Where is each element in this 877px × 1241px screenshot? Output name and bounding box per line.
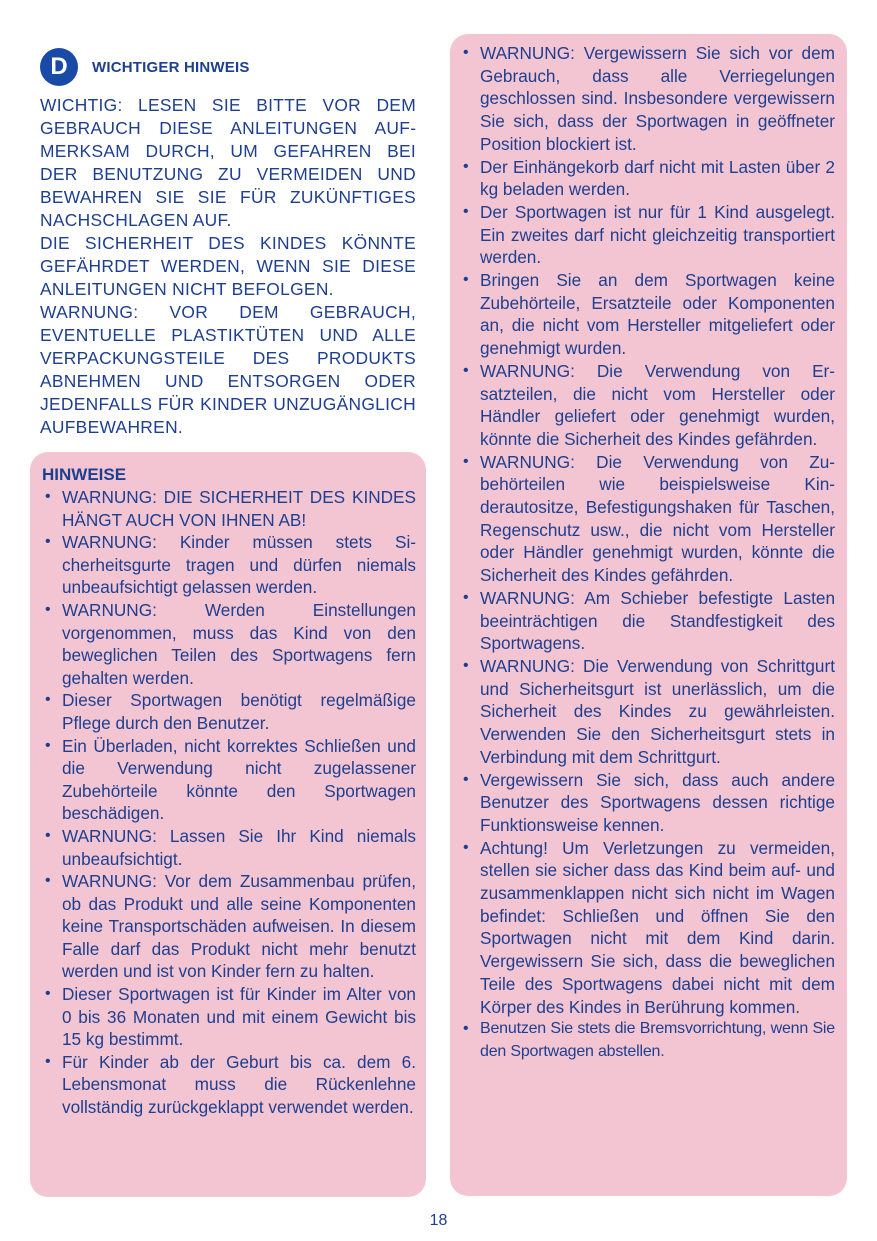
list-item: • WARNUNG: Werden Einstellungen vorgenommen, muss das Kind von den beweglichen Teilen des Sportwagens fern gehalten werden. xyxy=(42,599,416,689)
list-item: • Benutzen Sie stets die Bremsvorrichtung, wenn Sie den Sportwagen abstellen. xyxy=(460,1018,835,1063)
language-badge: D xyxy=(40,48,78,86)
list-item: • Für Kinder ab der Geburt bis ca. dem 6. Lebensmonat muss die Rückenlehne vollständig zurückgeklappt verwendet werden. xyxy=(42,1051,416,1119)
list-item: • WARNUNG: Die Verwendung von Schrittgurt und Sicherheitsgurt ist unerlässlich, um die Sicherheit des Kindes zu gewährleisten. Verwenden Sie den Sicherheitsgurt stets in Verbindung mit dem Schrittgurt. xyxy=(460,655,835,769)
list-item: • WARNUNG: Vergewissern Sie sich vor dem Gebrauch, dass alle Verriegelungen geschlossen sind. Insbesondere vergewissern Sie sich, dass der Sportwagen in geöffneter Position blockiert ist. xyxy=(460,42,835,156)
list-item: • WARNUNG: Kinder müssen stets Sicherheitsgurte tragen und dürfen niemals unbeaufsichtigt gelassen werden. xyxy=(42,531,416,599)
page-number: 18 xyxy=(429,1212,448,1229)
list-item: • Dieser Sportwagen benötigt regelmäßige Pflege durch den Benutzer. xyxy=(42,689,416,734)
list-item: • WARNUNG: Lassen Sie Ihr Kind niemals unbeaufsichtigt. xyxy=(42,825,416,870)
intro-paragraph-child-safety: DIE SICHERHEIT DES KINDES KÖNNTE GEFÄHRDET WERDEN, WENN SIE DIESE ANLEITUNGEN NICHT BEFOLGEN. xyxy=(40,233,416,299)
warnings-box xyxy=(450,34,847,1196)
list-item: • Vergewissern Sie sich, dass auch andere Benutzer des Sportwagens dessen richtige Funktionsweise kennen. xyxy=(460,769,835,837)
list-item: • Der Sportwagen ist nur für 1 Kind ausgelegt. Ein zweites darf nicht gleichzeitig transportiert werden. xyxy=(460,201,835,269)
list-item: • Ein Überladen, nicht korrektes Schließen und die Verwendung nicht zugelassener Zubehörteile könnte den Sportwagen beschädigen. xyxy=(42,735,416,825)
list-item: • WARNUNG: DIE SICHERHEIT DES KINDES HÄNGT AUCH VON IHNEN AB! xyxy=(42,486,416,531)
intro-paragraph-read-instructions: WICHTIG: LESEN SIE BITTE VOR DEM GEBRAUCH DIESE ANLEITUNGEN AUFMERKSAM DURCH, UM GEFAHREN BEI DER BENUTZUNG ZU VERMEIDEN UND BEWAHREN SIE SIE FÜR ZUKÜNFTIGES NACHSCHLAGEN AUF. xyxy=(40,95,416,230)
hinweise-title: HINWEISE xyxy=(42,465,127,484)
list-item: • WARNUNG: Vor dem Zusammenbau prüfen, ob das Produkt und alle seine Komponenten keine Transportschäden aufweisen. In diesem Falle darf das Produkt nicht mehr benutzt werden und ist von Kinder fern zu halten. xyxy=(42,870,416,983)
intro-paragraph-packaging-warning: WARNUNG: VOR DEM GEBRAUCH, EVENTUELLE PLASTIKTÜTEN UND ALLE VERPACKUNGSTEILE DES PRODUKTS ABNEHMEN UND ENTSORGEN ODER JEDENFALLS FÜR KINDER UNZUGÄNGLICH AUFBEWAHREN. xyxy=(40,302,416,437)
list-item: • Dieser Sportwagen ist für Kinder im Alter von 0 bis 36 Monaten und mit einem Gewicht bis 15 kg bestimmt. xyxy=(42,983,416,1051)
list-item: • WARNUNG: Am Schieber befestigte Lasten beeinträchtigen die Standfestigkeit des Sportwagens. xyxy=(460,587,835,655)
list-item: • WARNUNG: Die Verwendung von Ersatzteilen, die nicht vom Hersteller oder Händler geliefert oder genehmigt wurden, könnte die Sicherheit des Kindes gefährden. xyxy=(460,360,835,451)
warnings-list xyxy=(460,42,835,1064)
hinweise-box xyxy=(30,452,426,1197)
list-item: • WARNUNG: Die Verwendung von Zubehörteilen wie beispielsweise Kinderautositze, Befestigungshaken für Taschen, Regenschutz usw., die nicht vom Hersteller oder Händler genehmigt wurden, könnte die Sicherheit des Kindes gefährden. xyxy=(460,451,835,587)
hinweise-list xyxy=(42,486,416,1119)
list-item: • Der Einhängekorb darf nicht mit Lasten über 2 kg beladen werden. xyxy=(460,156,835,201)
list-item: • Achtung! Um Verletzungen zu vermeiden, stellen sie sicher dass das Kind beim auf- und zusammenklappen nicht sich nicht im Wagen befindet: Schließen und öffnen Sie den Sportwagen nicht mit dem Kind darin. Vergewissern Sie sich, dass die beweglichen Teile des Sportwagens dabei nicht mit dem Körper des Kindes in Berührung kommen. xyxy=(460,837,835,1019)
section-header xyxy=(40,48,250,86)
list-item: • Bringen Sie an dem Sportwagen keine Zubehörteile, Ersatzteile oder Komponenten an, die nicht vom Hersteller mitgeliefert oder genehmigt wurden. xyxy=(460,269,835,360)
intro-warning-text xyxy=(40,94,416,439)
section-title: WICHTIGER HINWEIS xyxy=(92,58,250,76)
